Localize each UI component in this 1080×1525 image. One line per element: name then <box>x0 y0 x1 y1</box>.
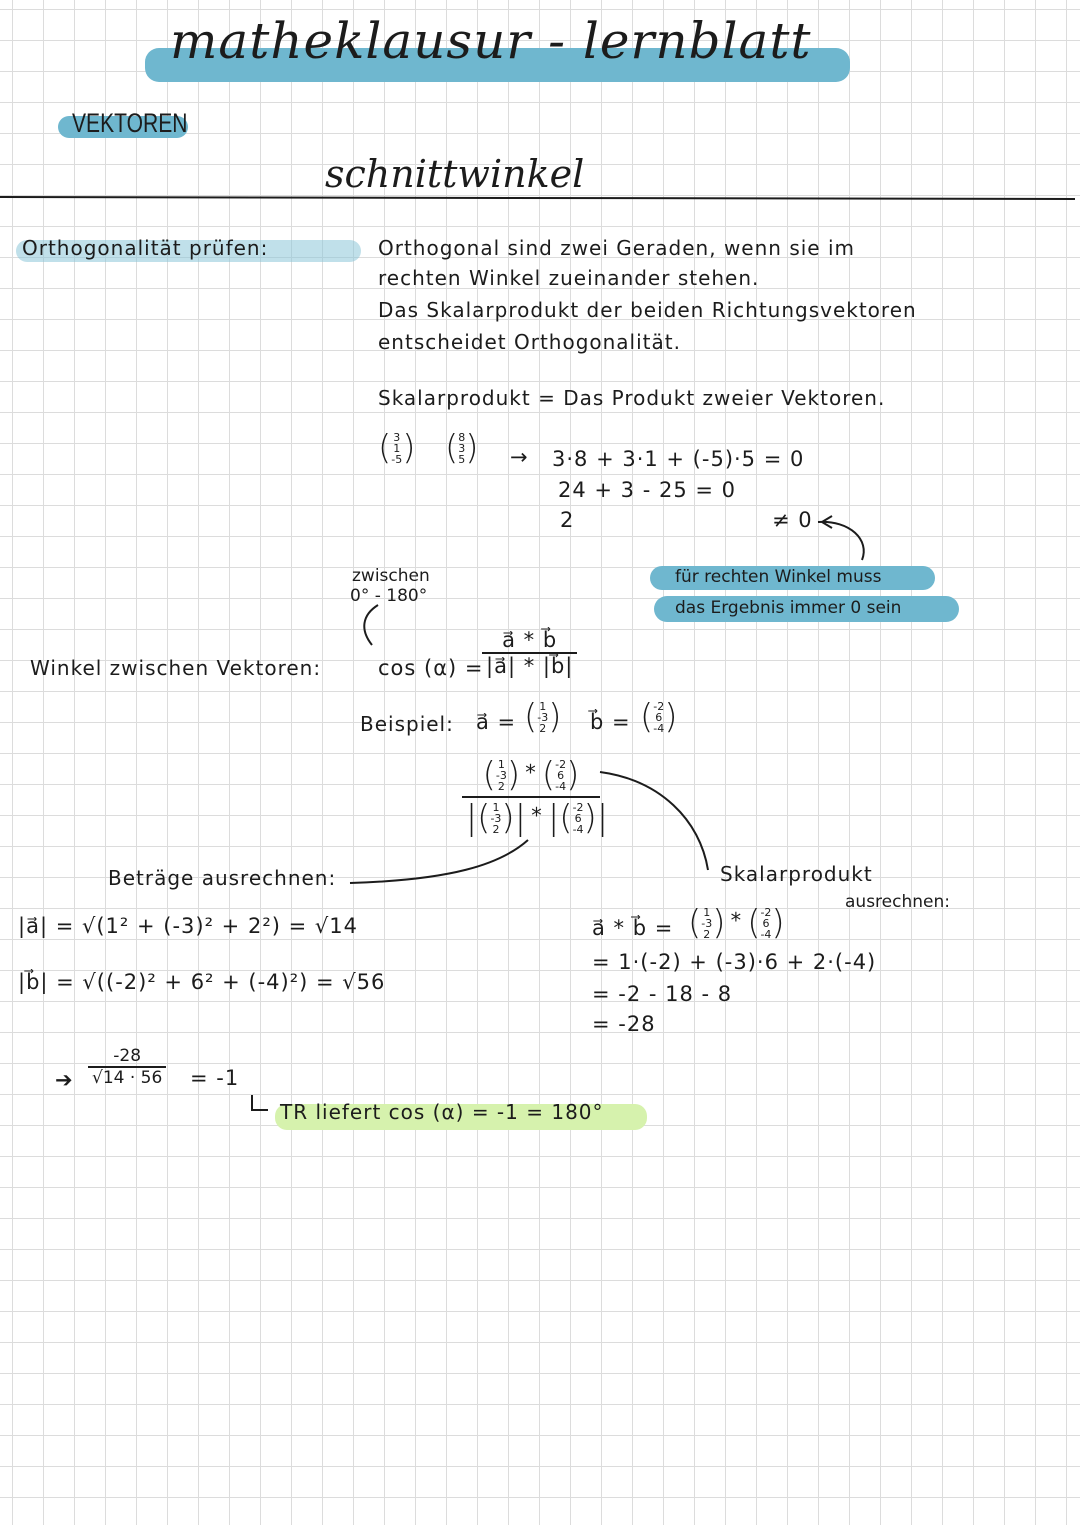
example-fraction-numerator: ( 1 -3 2 ) * ( -2 6 -4 ) <box>482 755 580 795</box>
subtitle: schnittwinkel <box>325 152 585 196</box>
abs-a-line: |a⃗| = √(1² + (-3)² + 2²) = √14 <box>18 914 358 938</box>
angle-range-line2: 0° - 180° <box>350 586 428 606</box>
result-arrow: ➔ <box>55 1068 74 1092</box>
result-equals: = -1 <box>190 1066 240 1090</box>
cos-formula <box>482 628 577 678</box>
note-line2: das Ergebnis immer 0 sein <box>675 598 902 618</box>
orthogonal-label: Orthogonalität prüfen: <box>22 236 269 260</box>
skalar-calc-title-1: Skalarprodukt <box>720 862 873 886</box>
skalar-calc-line2: = 1·(-2) + (-3)·6 + 2·(-4) <box>592 950 877 974</box>
vector-b-name: b⃗ = <box>590 710 631 734</box>
orthogonal-vector-1: ( 3 1 -5 ) <box>378 428 416 468</box>
skalar-calc-vectors: ( 1 -3 2 ) * ( -2 6 -4 ) <box>688 903 785 943</box>
orthogonal-calc-line3: 2 <box>560 508 575 532</box>
beispiel-label: Beispiel: <box>360 712 454 736</box>
skalar-connector <box>600 772 708 870</box>
result-numerator: -28 <box>88 1046 166 1068</box>
cos-formula-numerator: a⃗ * b⃗ <box>482 628 577 654</box>
tr-result: TR liefert cos (α) = -1 = 180° <box>280 1100 604 1124</box>
note-line1: für rechten Winkel muss <box>675 567 882 587</box>
abs-b-line: |b⃗| = √((-2)² + 6² + (-4)²) = √56 <box>18 970 386 994</box>
vector-b: ( -2 6 -4 ) <box>640 697 678 737</box>
result-denominator: √14 · 56 <box>92 1068 163 1088</box>
skalar-calc-line1: a⃗ * b⃗ = <box>592 916 674 940</box>
range-arrow <box>364 605 378 645</box>
vector-a: ( 1 -3 2 ) <box>524 697 562 737</box>
orthogonal-calc-not-zero: ≠ 0 <box>772 508 813 532</box>
skalar-calc-line4: = -28 <box>592 1012 656 1036</box>
orthogonal-text-line1: Orthogonal sind zwei Geraden, wenn sie im <box>378 236 855 260</box>
section-tag: VEKTOREN <box>72 108 188 138</box>
example-fraction-denominator: |( 1 -3 2 )| * |( -2 6 -4 )| <box>465 798 609 838</box>
orthogonal-text-line2: rechten Winkel zueinander stehen. <box>378 266 760 290</box>
page-title: matheklausur - lernblatt <box>170 12 812 70</box>
betraege-title: Beträge ausrechnen: <box>108 866 337 890</box>
title-divider-line <box>0 197 1075 199</box>
orthogonal-vector-2: ( 8 3 5 ) <box>445 428 479 468</box>
betraege-connector <box>350 840 528 883</box>
orthogonal-arrow: → <box>510 445 529 469</box>
cos-formula-denominator: |a⃗| * |b⃗| <box>486 654 574 678</box>
skalar-definition: Skalarprodukt = Das Produkt zweier Vektoren. <box>378 386 886 410</box>
result-fraction <box>88 1046 166 1088</box>
orthogonal-calc-line1: 3·8 + 3·1 + (-5)·5 = 0 <box>552 447 805 471</box>
orthogonal-text-line3: Das Skalarprodukt der beiden Richtungsvektoren <box>378 298 917 322</box>
angle-range-line1: zwischen <box>352 566 430 586</box>
orthogonal-text-line4: entscheidet Orthogonalität. <box>378 330 681 354</box>
angle-label: Winkel zwischen Vektoren: <box>30 656 322 680</box>
tr-arrow <box>252 1095 268 1110</box>
cos-formula-lhs: cos (α) = <box>378 656 484 680</box>
note-arrow <box>818 522 864 560</box>
skalar-calc-line3: = -2 - 18 - 8 <box>592 982 733 1006</box>
skalar-calc-title-2: ausrechnen: <box>845 892 950 912</box>
vector-a-name: a⃗ = <box>476 710 517 734</box>
orthogonal-calc-line2: 24 + 3 - 25 = 0 <box>558 478 736 502</box>
